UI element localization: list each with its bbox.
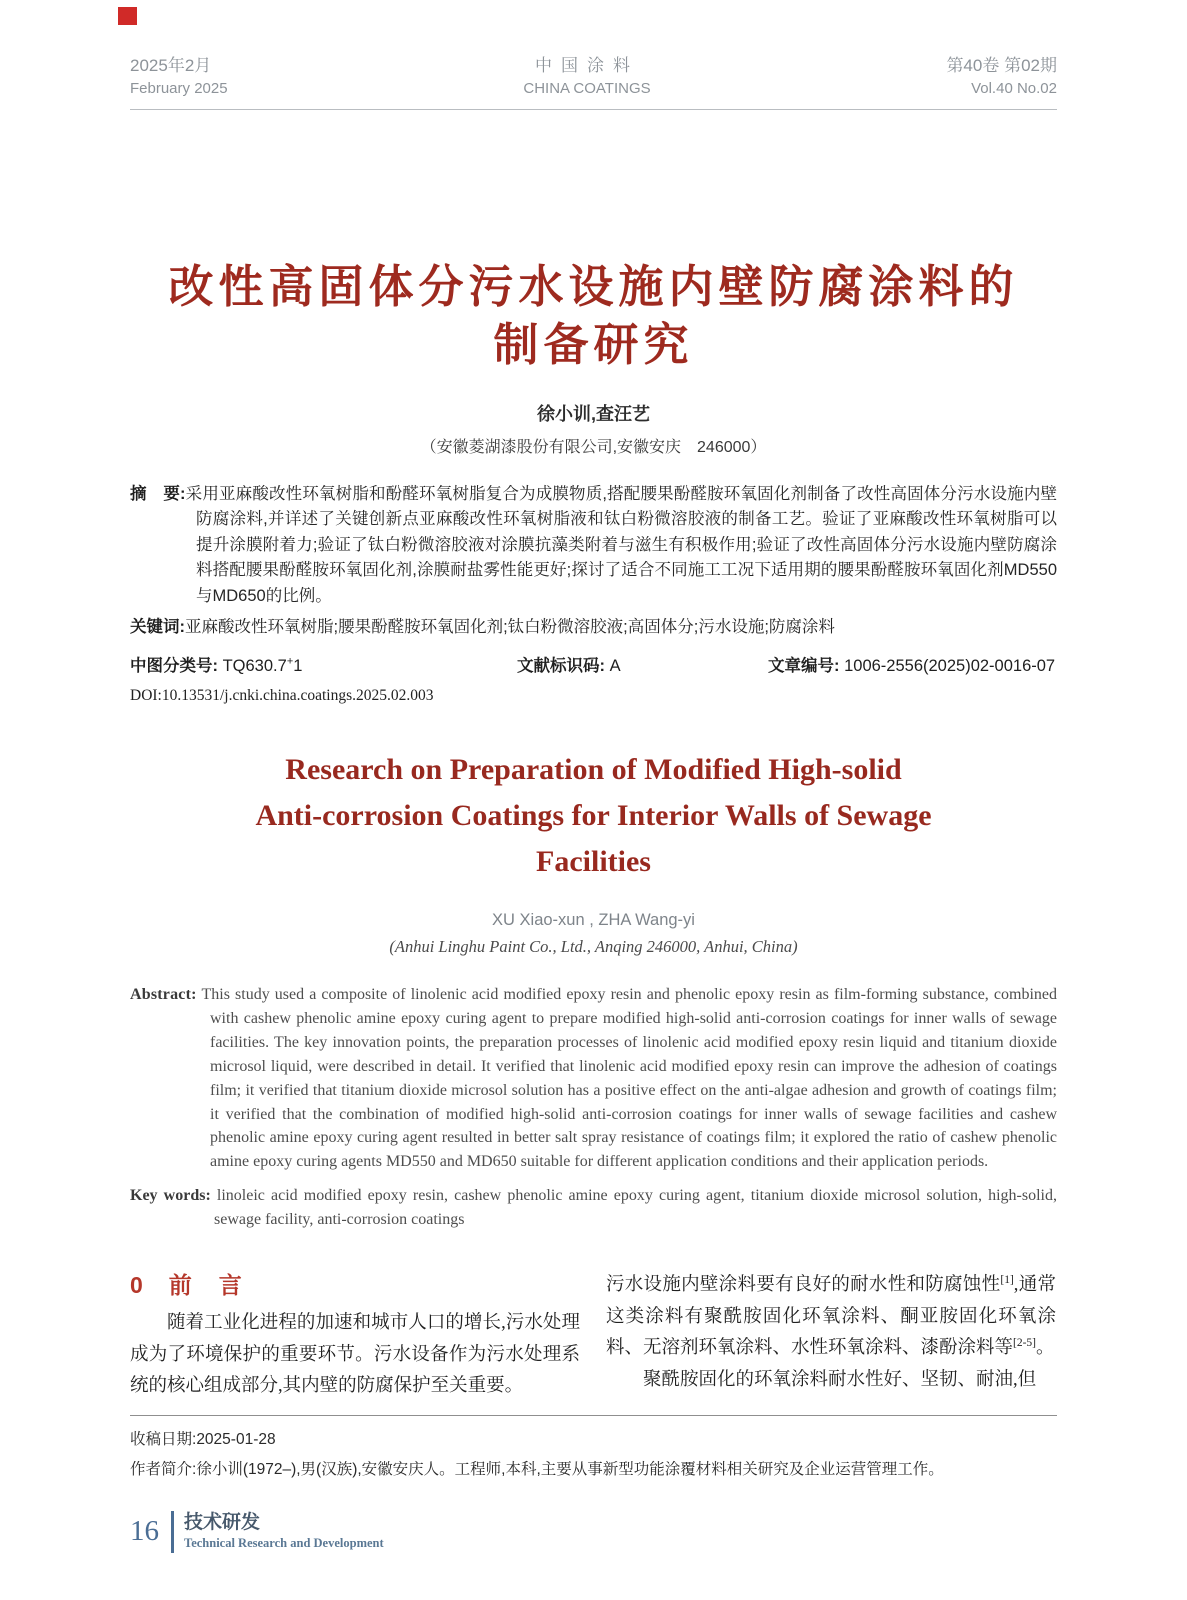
footnote-block [130, 1415, 1057, 1485]
footer-column-cn: 技术研发 [184, 1511, 261, 1533]
footer-column-name [184, 1512, 384, 1552]
clc-label: 中图分类号: [130, 657, 218, 676]
header-journal-name [523, 54, 650, 100]
intro-p2-text-a: 污水设施内壁涂料要有良好的耐水性和防腐蚀性 [606, 1275, 1001, 1296]
intro-paragraph-1: 随着工业化进程的加速和城市人口的增长,污水处理成为了环境保护的重要环节。污水设备作为污水处理系统的核心组成部分,其内壁的防腐保护至关重要。 [130, 1313, 580, 1397]
journal-name-en: CHINA COATINGS [523, 80, 651, 97]
intro-left-column [130, 1270, 580, 1403]
section-number: 0 [130, 1272, 143, 1299]
keywords-en-text: linoleic acid modified epoxy resin, cashew phenolic amine epoxy curing agent, titanium dioxide microsol solution, high-solid, sewage facility, anti-corrosion coatings [214, 1187, 1058, 1229]
clc-tail: 1 [293, 657, 303, 676]
volume-en: Vol.40 No.02 [971, 80, 1057, 97]
intro-right-column [606, 1270, 1056, 1403]
abstract-en-text: This study used a composite of linolenic acid modified epoxy resin and phenolic epoxy resin as film-forming substance, combined with cashew phenolic amine epoxy curing agent to prepare modified high-solid anti-corrosion coatings for inner walls of sewage facilities. The key innovation points, the preparation processes of linolenic acid modified epoxy resin liquid and titanium dioxide microsol liquid, were described in detail. It verified that linolenic acid modified epoxy resin can improve the adhesion of coatings film; it verified that titanium dioxide microsol solution has a positive effect on the anti-algae adhesion and growth of coatings film; it verified that the combination of modified high-solid anti-corrosion coatings for inner walls of sewage facilities and cashew phenolic amine epoxy curing agent resulted in better salt spray resistance of coatings film; it explored the ratio of cashew phenolic amine epoxy curing agents MD550 and MD650 suitable for different application conditions and their application periods. [201, 986, 1057, 1171]
abstract-en-label: Abstract: [130, 986, 197, 1004]
affiliation-cn: （安徽菱湖漆股份有限公司,安徽安庆 246000） [420, 439, 767, 456]
page-footer [130, 1511, 1057, 1553]
keywords-cn-text: 亚麻酸改性环氧树脂;腰果酚醛胺环氧固化剂;钛白粉微溶胶液;高固体分;污水设施;防腐涂料 [185, 618, 835, 637]
authors-cn: 徐小训,查汪艺 [536, 404, 650, 424]
keywords-cn-label: 关键词: [130, 618, 185, 637]
article-title-en-line3: Facilities [536, 845, 651, 879]
author-bio-text: 徐小训(1972–),男(汉族),安徽安庆人。工程师,本科,主要从事新型功能涂覆材料相关研究及企业运营管理工作。 [196, 1460, 944, 1478]
clc-number [130, 652, 302, 676]
citation-ref-2-5: [2-5] [1013, 1337, 1037, 1350]
keywords-en-label: Key words: [130, 1187, 211, 1205]
intro-paragraph-2 [606, 1270, 1056, 1365]
abstract-cn-label: 摘 要: [130, 485, 186, 503]
intro-p2-text-c: 。 [1036, 1338, 1055, 1359]
author-bio-label: 作者简介: [130, 1460, 197, 1478]
clc-sup: + [286, 655, 294, 668]
abstract-cn-text: 采用亚麻酸改性环氧树脂和酚醛环氧树脂复合为成膜物质,搭配腰果酚醛胺环氧固化剂制备了改性高固体分污水设施内壁防腐涂料,并详述了关键创新点亚麻酸改性环氧树脂液和钛白粉微溶胶液的制备工艺。验证了亚麻酸改性环氧树脂可以提升涂膜附着力;验证了钛白粉微溶胶液对涂膜抗藻类附着与滋生有积极作用;验证了改性高固体分污水设施内壁防腐涂料搭配腰果酚醛胺环氧固化剂,涂膜耐盐雾性能更好;探讨了适合不同施工工况下适用期的腰果酚醛胺环氧固化剂MD550与MD650的比例。 [185, 485, 1057, 605]
section-title: 前 言 [168, 1272, 244, 1299]
document-code-label: 文献标识码: [517, 657, 605, 676]
journal-header [130, 0, 1057, 110]
article-id-label: 文章编号: [768, 657, 840, 676]
intro-p2-text-b: ,通常这类涂料有聚酰胺固化环氧涂料、酮亚胺固化环氧涂料、无溶剂环氧涂料、水性环氧涂料、漆酚涂料等 [606, 1275, 1056, 1359]
article-id [768, 652, 1055, 676]
page-number: 16 [130, 1515, 159, 1548]
footer-column-en: Technical Research and Development [184, 1535, 384, 1550]
intro-paragraph-3: 聚酰胺固化的环氧涂料耐水性好、坚韧、耐油,但 [643, 1369, 1037, 1390]
keywords-en [130, 1184, 1057, 1232]
abstract-cn [130, 482, 1057, 609]
article-title-en [130, 747, 1057, 885]
header-date-en: February 2025 [130, 80, 228, 97]
volume-cn: 第40卷 第02期 [946, 56, 1057, 75]
article-title-en-line1: Research on Preparation of Modified High-solid [285, 753, 902, 787]
header-volume [946, 54, 1057, 100]
authors-en: XU Xiao-xun , ZHA Wang-yi [492, 911, 695, 930]
footer-divider-bar [171, 1511, 174, 1553]
affiliation-en: (Anhui Linghu Paint Co., Ltd., Anqing 246000, Anhui, China) [389, 937, 798, 957]
received-date-label: 收稿日期: [130, 1430, 197, 1448]
doi: DOI:10.13531/j.cnki.china.coatings.2025.02.003 [130, 687, 434, 705]
author-bio-line [130, 1455, 1057, 1485]
article-title-en-line2: Anti-corrosion Coatings for Interior Walls of Sewage [255, 799, 932, 833]
keywords-cn [130, 615, 1057, 640]
introduction-section [130, 1270, 1057, 1403]
document-code-value: A [609, 657, 621, 676]
article-title-cn [130, 258, 1057, 374]
header-date [130, 54, 228, 100]
received-date-value: 2025-01-28 [196, 1430, 276, 1448]
document-code [517, 652, 621, 676]
clc-base: TQ630.7 [222, 657, 287, 676]
section-heading [130, 1270, 580, 1300]
article-title-cn-line2: 制备研究 [493, 319, 694, 370]
received-date-line [130, 1425, 1057, 1455]
article-id-value: 1006-2556(2025)02-0016-07 [844, 657, 1056, 676]
journal-name-cn: 中国涂料 [535, 56, 639, 75]
abstract-en [130, 983, 1057, 1174]
article-title-cn-line1: 改性高固体分污水设施内壁防腐涂料的 [168, 261, 1019, 312]
citation-ref-1: [1] [1000, 1274, 1014, 1287]
classification-row [130, 652, 1057, 678]
header-date-cn: 2025年2月 [130, 56, 212, 75]
